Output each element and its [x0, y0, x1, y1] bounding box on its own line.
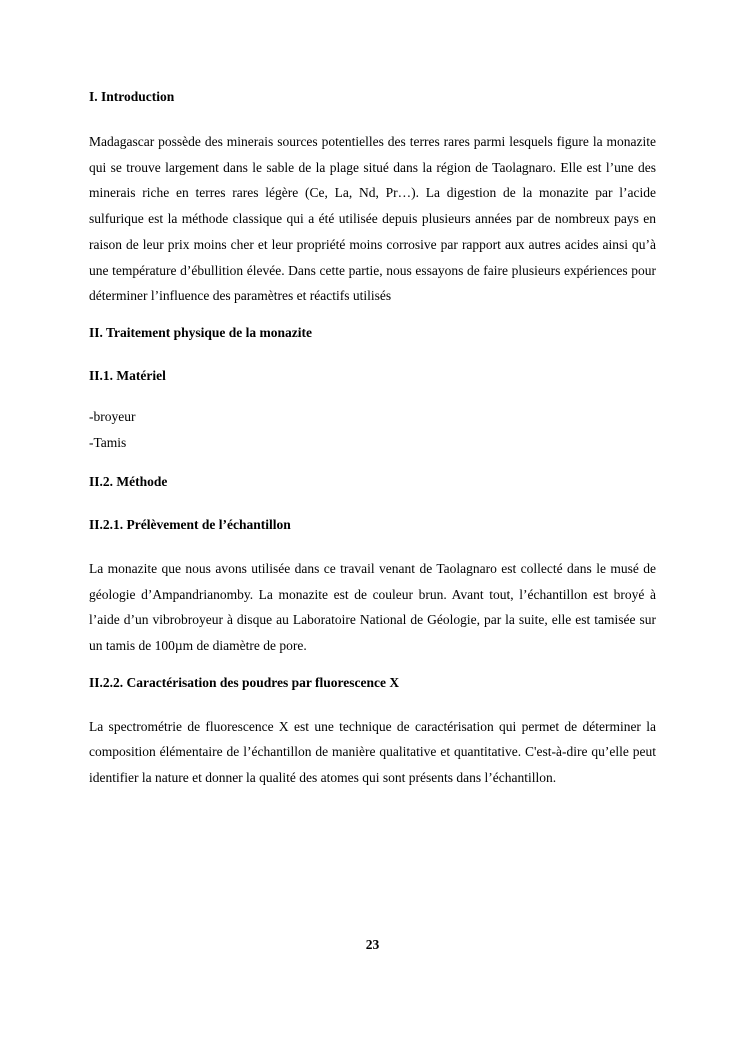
caracterisation-paragraph: La spectrométrie de fluorescence X est une technique de caractérisation qui permet de déterminer la composition élémentaire de l’échantillon de manière qualitative et quantitative. C'est-à-dire qu’elle peut identifier la nature et donner la qualité des atomes qui sont présents dans l’échantillon.	[89, 718, 656, 786]
list-item: -Tamis	[89, 434, 127, 450]
list-item: -broyeur	[89, 408, 136, 424]
section-heading-prelevement: II.2.1. Prélèvement de l’échantillon	[89, 516, 291, 532]
materiel-list	[89, 404, 656, 456]
section-heading-methode: II.2. Méthode	[89, 473, 168, 489]
document-page	[89, 86, 656, 791]
section-heading-caracterisation: II.2.2. Caractérisation des poudres par fluorescence X	[89, 674, 400, 690]
section-heading-introduction: I. Introduction	[89, 89, 175, 104]
page-number: 23	[365, 937, 380, 952]
section-heading-traitement: II. Traitement physique de la monazite	[89, 324, 313, 340]
section-heading-materiel: II.1. Matériel	[89, 367, 166, 383]
introduction-paragraph: Madagascar possède des minerais sources potentielles des terres rares parmi lesquels figure la monazite qui se trouve largement dans le sable de la plage situé dans la région de Taolagnaro. Elle est l’une des minerais riche en terres rares légère (Ce, La, Nd, Pr…). La digestion de la monazite par l’acide sulfurique est la méthode classique qui a été utilisée depuis plusieurs années par de nombreux pays en raison de leur prix moins cher et leur propriété moins corrosive par rapport aux autres acides ainsi qu’à une température d’ébullition élevée. Dans cette partie, nous essayons de faire plusieurs expériences pour déterminer l’influence des paramètres et réactifs utilisés	[89, 134, 656, 304]
prelevement-paragraph: La monazite que nous avons utilisée dans ce travail venant de Taolagnaro est collecté dans le musé de géologie d’Ampandrianomby. La monazite est de couleur brun. Avant tout, l’échantillon est broyé à l’aide d’un vibrobroyeur à disque au Laboratoire National de Géologie, par la suite, elle est tamisée sur un tamis de 100µm de diamètre de pore.	[89, 560, 656, 654]
